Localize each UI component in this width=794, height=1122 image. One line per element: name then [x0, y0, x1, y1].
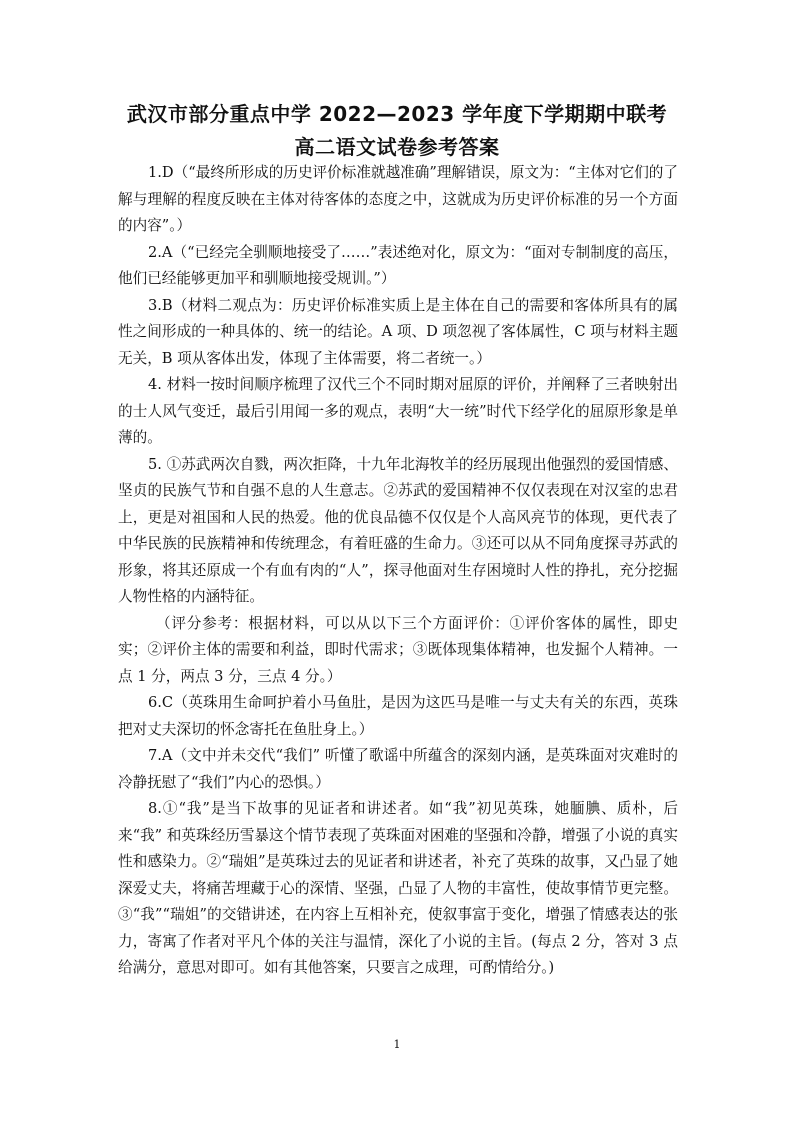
document-subtitle: 高二语文试卷参考答案 [294, 135, 500, 159]
answer-list [118, 160, 678, 982]
answer-3: 3.B（材料二观点为：历史评价标准实质上是主体在自己的需要和客体所具有的属性之间形成的一种具体的、统一的结论。A 项、D 项忽视了客体属性，C 项与材料主题无关，B 项从客体出发，体现了主体需要，将二者统一。） [118, 296, 678, 367]
answer-2: 2.A（“已经完全驯顺地接受了……”表述绝对化，原文为：“面对专制制度的高压，他们已经能够更加平和驯顺地接受规训。”） [118, 243, 678, 287]
answer-5: 5. ①苏武两次自戮，两次拒降，十九年北海牧羊的经历展现出他强烈的爱国情感、坚贞的民族气节和自强不息的人生意志。②苏武的爱国精神不仅仅表现在对汉室的忠君上，更是对祖国和人民的热爱。他的优良品德不仅仅是个人高风亮节的体现，更代表了中华民族的民族精神和传统理念，有着旺盛的生命力。③还可以从不同角度探寻苏武的形象，将其还原成一个有血有肉的“人”，探寻他面对生存困境时人性的挣扎，充分挖掘人物性格的内涵特征。 [118, 455, 678, 605]
scoring-note-5: （评分参考：根据材料，可以从以下三个方面评价：①评价客体的属性，即史实；②评价主体的需要和利益，即时代需求；③既体现集体精神，也发掘个人精神。一点 1 分，两点 3 分，三点 4 分。） [118, 614, 678, 685]
page-number: 1 [393, 1038, 401, 1051]
answer-7: 7.A（文中并未交代“我们” 听懂了歌谣中所蕴含的深刻内涵，是英珠面对灾难时的冷静抚慰了“我们”内心的恐惧。） [118, 747, 678, 791]
answer-1: 1.D（“最终所形成的历史评价标准就越准确”理解错误，原文为：“主体对它们的了解与理解的程度反映在主体对待客体的态度之中，这就成为历史评价标准的另一个方面的内容”。） [118, 164, 678, 234]
answer-8: 8.①“我”是当下故事的见证者和讲述者。如“我”初见英珠，她腼腆、质朴，后来“我” 和英珠经历雪暴这个情节表现了英珠面对困难的坚强和冷静，增强了小说的真实性和感染力。②“瑞姐”是英珠过去的见证者和讲述者，补充了英珠的故事，又凸显了她深爱丈夫，将痛苦埋藏于心的深情、坚强，凸显了人物的丰富性，使故事情节更完整。③“我”“瑞姐”的交错讲述，在内容上互相补充，使叙事富于变化，增强了情感表达的张力，寄寓了作者对平凡个体的关注与温情，深化了小说的主旨。(每点 2 分，答对 3 点给满分，意思对即可。如有其他答案，只要言之成理，可酌情给分。) [118, 800, 678, 976]
answer-4: 4. 材料一按时间顺序梳理了汉代三个不同时期对屈原的评价，并阐释了三者映射出的士人风气变迁，最后引用闻一多的观点，表明“大一统”时代下经学化的屈原形象是单薄的。 [118, 376, 678, 446]
answer-6: 6.C（英珠用生命呵护着小马鱼肚，是因为这匹马是唯一与丈夫有关的东西，英珠把对丈夫深切的怀念寄托在鱼肚身上。） [118, 694, 678, 738]
document-title: 武汉市部分重点中学 2022—2023 学年度下学期期中联考 [126, 102, 668, 126]
